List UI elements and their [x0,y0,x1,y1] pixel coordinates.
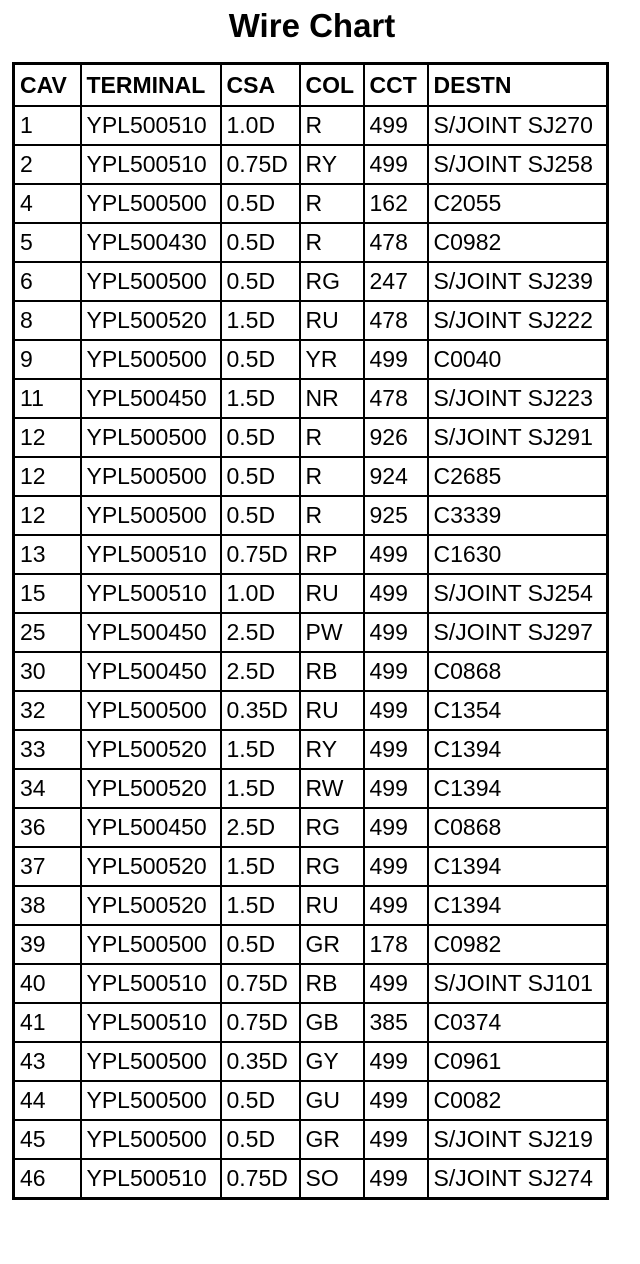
cell-destn: S/JOINT SJ239 [428,262,608,301]
cell-terminal: YPL500450 [81,808,221,847]
header-destn: DESTN [428,64,608,107]
table-row [14,496,608,535]
cell-cav: 32 [14,691,81,730]
cell-col: RG [300,262,364,301]
cell-csa: 0.75D [221,535,300,574]
cell-destn: C1394 [428,847,608,886]
cell-destn: S/JOINT SJ222 [428,301,608,340]
cell-cav: 13 [14,535,81,574]
table-row [14,730,608,769]
cell-csa: 1.0D [221,106,300,145]
cell-csa: 0.35D [221,1042,300,1081]
cell-terminal: YPL500510 [81,106,221,145]
cell-csa: 2.5D [221,613,300,652]
cell-cav: 43 [14,1042,81,1081]
cell-terminal: YPL500500 [81,1081,221,1120]
table-row [14,808,608,847]
table-row [14,574,608,613]
cell-destn: C2685 [428,457,608,496]
cell-col: RP [300,535,364,574]
cell-col: R [300,223,364,262]
cell-terminal: YPL500450 [81,379,221,418]
cell-destn: S/JOINT SJ291 [428,418,608,457]
cell-terminal: YPL500500 [81,925,221,964]
cell-col: RY [300,730,364,769]
cell-col: YR [300,340,364,379]
cell-terminal: YPL500500 [81,184,221,223]
cell-terminal: YPL500500 [81,1120,221,1159]
cell-destn: S/JOINT SJ274 [428,1159,608,1199]
cell-terminal: YPL500520 [81,847,221,886]
cell-terminal: YPL500520 [81,886,221,925]
cell-col: GR [300,925,364,964]
cell-csa: 0.5D [221,457,300,496]
cell-terminal: YPL500430 [81,223,221,262]
cell-terminal: YPL500510 [81,574,221,613]
cell-cct: 925 [364,496,428,535]
cell-csa: 0.75D [221,1159,300,1199]
cell-cct: 478 [364,379,428,418]
cell-destn: C0961 [428,1042,608,1081]
cell-csa: 0.5D [221,1120,300,1159]
cell-cct: 499 [364,613,428,652]
cell-cct: 499 [364,574,428,613]
cell-cav: 12 [14,496,81,535]
cell-terminal: YPL500500 [81,457,221,496]
cell-csa: 1.5D [221,847,300,886]
cell-cav: 25 [14,613,81,652]
cell-cct: 499 [364,769,428,808]
table-row [14,106,608,145]
cell-cav: 33 [14,730,81,769]
table-row [14,1003,608,1042]
cell-destn: C1394 [428,769,608,808]
cell-csa: 1.5D [221,301,300,340]
table-row [14,145,608,184]
cell-destn: S/JOINT SJ101 [428,964,608,1003]
cell-cav: 12 [14,418,81,457]
table-row [14,886,608,925]
cell-csa: 0.5D [221,184,300,223]
cell-cav: 44 [14,1081,81,1120]
cell-cav: 15 [14,574,81,613]
table-row [14,691,608,730]
cell-csa: 0.75D [221,145,300,184]
header-col: COL [300,64,364,107]
cell-destn: C0982 [428,925,608,964]
cell-cct: 178 [364,925,428,964]
table-row [14,535,608,574]
table-row [14,418,608,457]
cell-cav: 38 [14,886,81,925]
cell-destn: C0868 [428,808,608,847]
table-row [14,652,608,691]
cell-terminal: YPL500450 [81,613,221,652]
cell-cav: 2 [14,145,81,184]
cell-csa: 0.5D [221,418,300,457]
cell-terminal: YPL500500 [81,418,221,457]
cell-csa: 0.75D [221,964,300,1003]
table-row [14,925,608,964]
cell-destn: C1630 [428,535,608,574]
cell-cct: 478 [364,223,428,262]
cell-cct: 499 [364,691,428,730]
cell-destn: S/JOINT SJ270 [428,106,608,145]
cell-cct: 926 [364,418,428,457]
cell-cav: 37 [14,847,81,886]
header-cct: CCT [364,64,428,107]
cell-cav: 8 [14,301,81,340]
cell-cct: 499 [364,1159,428,1199]
header-terminal: TERMINAL [81,64,221,107]
table-row [14,262,608,301]
cell-terminal: YPL500510 [81,1003,221,1042]
cell-cct: 247 [364,262,428,301]
cell-col: R [300,184,364,223]
table-body [14,106,608,1199]
cell-col: NR [300,379,364,418]
cell-destn: S/JOINT SJ219 [428,1120,608,1159]
cell-col: R [300,106,364,145]
cell-cct: 499 [364,808,428,847]
cell-terminal: YPL500500 [81,340,221,379]
cell-csa: 0.5D [221,340,300,379]
table-row [14,379,608,418]
cell-col: RU [300,574,364,613]
table-row [14,1159,608,1199]
cell-cav: 12 [14,457,81,496]
cell-cav: 9 [14,340,81,379]
cell-col: GB [300,1003,364,1042]
cell-cct: 499 [364,964,428,1003]
cell-col: RU [300,886,364,925]
cell-cct: 162 [364,184,428,223]
cell-destn: C0868 [428,652,608,691]
cell-col: R [300,496,364,535]
cell-cct: 499 [364,730,428,769]
cell-csa: 0.5D [221,1081,300,1120]
cell-cav: 6 [14,262,81,301]
table-header-row [14,64,608,107]
cell-cct: 499 [364,847,428,886]
cell-col: RB [300,652,364,691]
cell-col: RU [300,691,364,730]
cell-destn: S/JOINT SJ223 [428,379,608,418]
cell-csa: 0.75D [221,1003,300,1042]
table-row [14,340,608,379]
cell-csa: 1.5D [221,379,300,418]
cell-terminal: YPL500500 [81,1042,221,1081]
page-title: Wire Chart [228,7,396,44]
table-row [14,1081,608,1120]
cell-cav: 34 [14,769,81,808]
cell-col: GY [300,1042,364,1081]
cell-csa: 1.5D [221,730,300,769]
cell-cav: 1 [14,106,81,145]
cell-terminal: YPL500510 [81,535,221,574]
cell-cav: 30 [14,652,81,691]
cell-csa: 0.35D [221,691,300,730]
cell-destn: S/JOINT SJ254 [428,574,608,613]
cell-terminal: YPL500520 [81,301,221,340]
cell-cav: 41 [14,1003,81,1042]
cell-terminal: YPL500500 [81,691,221,730]
cell-destn: C1394 [428,730,608,769]
cell-col: RG [300,847,364,886]
cell-cct: 499 [364,106,428,145]
cell-destn: C0040 [428,340,608,379]
cell-terminal: YPL500520 [81,769,221,808]
cell-terminal: YPL500510 [81,964,221,1003]
cell-col: RW [300,769,364,808]
table-row [14,1120,608,1159]
cell-cav: 4 [14,184,81,223]
cell-terminal: YPL500500 [81,496,221,535]
cell-col: GR [300,1120,364,1159]
cell-cct: 478 [364,301,428,340]
cell-destn: C3339 [428,496,608,535]
cell-csa: 1.5D [221,886,300,925]
cell-col: PW [300,613,364,652]
wire-chart-table [12,62,609,1200]
table-row [14,457,608,496]
cell-csa: 1.0D [221,574,300,613]
cell-cct: 499 [364,145,428,184]
cell-cav: 39 [14,925,81,964]
cell-destn: S/JOINT SJ258 [428,145,608,184]
cell-col: SO [300,1159,364,1199]
cell-cct: 499 [364,886,428,925]
cell-csa: 0.5D [221,496,300,535]
cell-terminal: YPL500450 [81,652,221,691]
cell-csa: 0.5D [221,223,300,262]
cell-col: GU [300,1081,364,1120]
table-row [14,1042,608,1081]
cell-csa: 2.5D [221,808,300,847]
cell-cav: 5 [14,223,81,262]
cell-cct: 499 [364,1042,428,1081]
cell-col: RY [300,145,364,184]
cell-destn: C1354 [428,691,608,730]
cell-cav: 36 [14,808,81,847]
cell-col: R [300,457,364,496]
cell-cct: 499 [364,340,428,379]
cell-cct: 499 [364,1081,428,1120]
cell-col: RG [300,808,364,847]
cell-csa: 2.5D [221,652,300,691]
cell-terminal: YPL500500 [81,262,221,301]
cell-destn: C1394 [428,886,608,925]
cell-cct: 499 [364,652,428,691]
cell-terminal: YPL500520 [81,730,221,769]
cell-destn: C0082 [428,1081,608,1120]
cell-csa: 0.5D [221,925,300,964]
cell-destn: C0982 [428,223,608,262]
cell-col: R [300,418,364,457]
cell-csa: 0.5D [221,262,300,301]
cell-cct: 924 [364,457,428,496]
table-row [14,184,608,223]
cell-col: RU [300,301,364,340]
cell-terminal: YPL500510 [81,145,221,184]
cell-destn: C2055 [428,184,608,223]
table-row [14,847,608,886]
table-row [14,613,608,652]
cell-cav: 11 [14,379,81,418]
cell-cav: 46 [14,1159,81,1199]
cell-cct: 385 [364,1003,428,1042]
cell-cav: 45 [14,1120,81,1159]
table-row [14,769,608,808]
table-row [14,223,608,262]
header-cav: CAV [14,64,81,107]
cell-cav: 40 [14,964,81,1003]
cell-destn: S/JOINT SJ297 [428,613,608,652]
table-row [14,964,608,1003]
cell-cct: 499 [364,1120,428,1159]
cell-destn: C0374 [428,1003,608,1042]
cell-cct: 499 [364,535,428,574]
cell-terminal: YPL500510 [81,1159,221,1199]
cell-csa: 1.5D [221,769,300,808]
cell-col: RB [300,964,364,1003]
table-row [14,301,608,340]
header-csa: CSA [221,64,300,107]
